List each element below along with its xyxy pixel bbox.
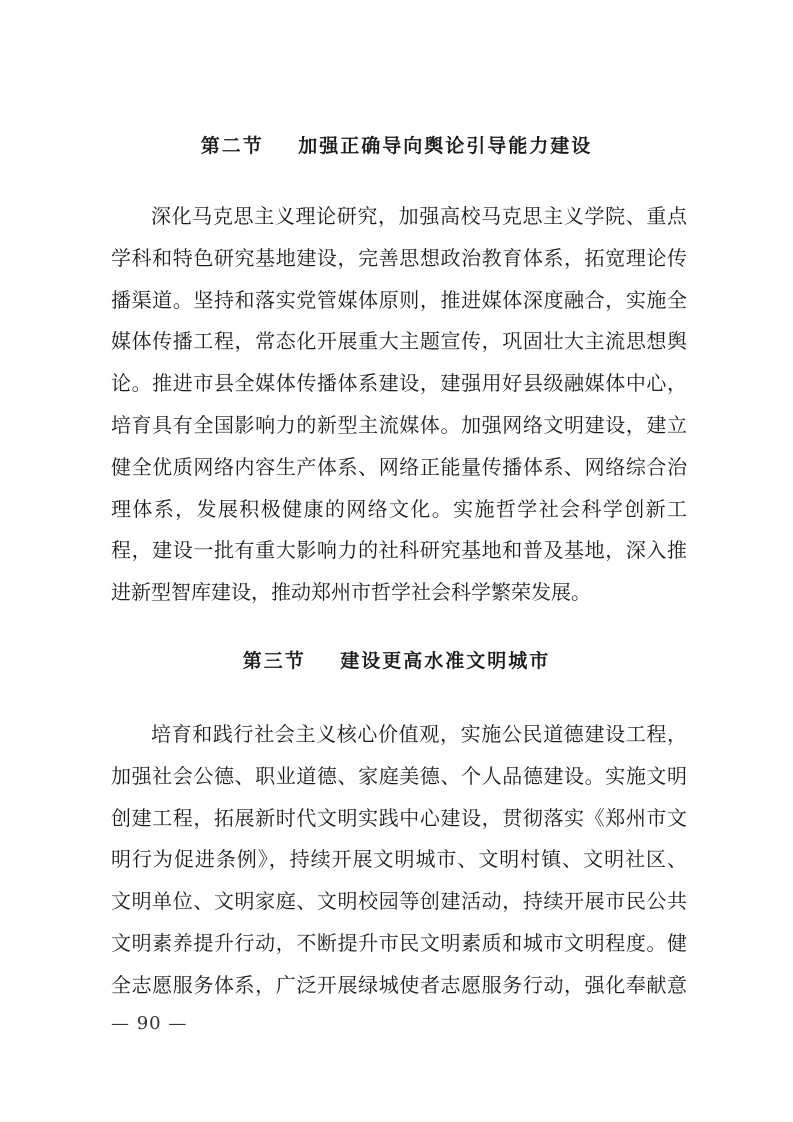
text-line: 培育和践行社会主义核心价值观，实施公民道德建设工程， [151, 722, 687, 746]
text-line: 全志愿服务体系，广泛开展绿城使者志愿服务行动，强化奉献意 [111, 972, 687, 997]
text-line: 论。推进市县全媒体传播体系建设，建强用好县级融媒体中心， [111, 371, 687, 396]
section-paragraph [111, 196, 687, 614]
text-line: 明行为促进条例》，持续开展文明城市、文明村镇、文明社区、 [111, 847, 687, 872]
text-line: 进新型智库建设，推动郑州市哲学社会科学繁荣发展。 [111, 580, 591, 605]
text-line: 培育具有全国影响力的新型主流媒体。加强网络文明建设，建立 [111, 412, 687, 437]
section-paragraph [111, 714, 687, 1007]
text-line: 理体系，发展积极健康的网络文化。实施哲学社会科学创新工 [111, 496, 687, 521]
page-number: — 90 — [111, 1013, 188, 1034]
text-line: 创建工程，拓展新时代文明实践中心建设，贯彻落实《郑州市文 [111, 805, 687, 830]
text-line: 媒体传播工程，常态化开展重大主题宣传，巩固壮大主流思想舆 [111, 329, 687, 354]
text-line: 文明单位、文明家庭、文明校园等创建活动，持续开展市民公共 [111, 889, 687, 914]
text-line: 程，建设一批有重大影响力的社科研究基地和普及基地，深入推 [111, 538, 687, 563]
text-line: 深化马克思主义理论研究，加强高校马克思主义学院、重点 [151, 204, 687, 228]
text-line: 健全优质网络内容生产体系、网络正能量传播体系、网络综合治 [111, 454, 687, 479]
section-heading: 第二节 加强正确导向舆论引导能力建设 [200, 135, 593, 157]
text-line: 播渠道。坚持和落实党管媒体原则，推进媒体深度融合，实施全 [111, 287, 687, 312]
text-line: 学科和特色研究基地建设，完善思想政治教育体系，拓宽理论传 [111, 245, 687, 270]
section-heading: 第三节 建设更高水准文明城市 [242, 650, 551, 672]
text-line: 文明素养提升行动，不断提升市民文明素质和城市文明程度。健 [111, 930, 687, 955]
text-line: 加强社会公德、职业道德、家庭美德、个人品德建设。实施文明 [111, 763, 687, 788]
